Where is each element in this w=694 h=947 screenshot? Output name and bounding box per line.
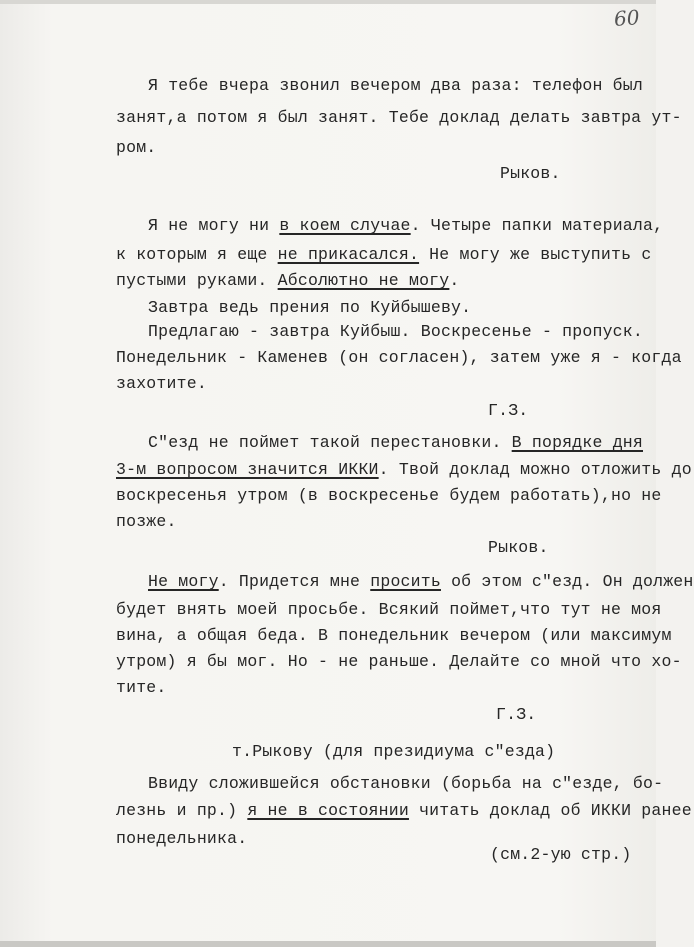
underlined-text: просить — [370, 572, 441, 591]
text-line — [116, 829, 247, 848]
underlined-text: Не могу — [148, 572, 219, 591]
text-span: Понедельник - Каменев (он согласен), затем уже я - когда — [116, 348, 682, 367]
text-line — [116, 600, 662, 619]
text-span: С"езд не поймет такой перестановки. — [148, 433, 512, 452]
text-span: . Твой доклад можно отложить до — [378, 460, 692, 479]
text-span: понедельника. — [116, 829, 248, 848]
text-line — [148, 76, 643, 95]
underlined-text: 3-м вопросом значится ИККИ — [116, 460, 379, 479]
underlined-text: я не в состоянии — [247, 801, 409, 820]
text-line — [116, 271, 459, 290]
text-span: пустыми руками. — [116, 271, 278, 290]
text-span: к которым я еще — [116, 245, 278, 264]
text-span: Я тебе вчера звонил вечером два раза: телефон был — [148, 76, 643, 95]
text-line — [116, 460, 692, 479]
text-span: Не могу же выступить с — [419, 245, 652, 264]
text-line — [116, 801, 692, 820]
text-span: . Придется мне — [218, 572, 371, 591]
text-span: Я не могу ни — [148, 216, 280, 235]
text-line — [116, 486, 662, 505]
text-line — [148, 774, 663, 793]
page-top-edge — [0, 0, 656, 4]
signature: Рыков. — [488, 538, 549, 557]
text-line — [116, 374, 207, 393]
text-span: об этом с"езд. Он должен — [440, 572, 694, 591]
text-line — [116, 108, 682, 127]
text-span: утром) я бы мог. Но - не раньше. Делайте со мной что хо- — [116, 652, 682, 671]
text-line — [116, 626, 672, 645]
text-span: читать доклад об ИККИ ранее — [408, 801, 692, 820]
continued-note: (см.2-ую стр.) — [490, 845, 632, 864]
text-line — [116, 512, 177, 531]
text-line — [148, 322, 643, 341]
text-line — [148, 433, 643, 452]
page-number: 60 — [613, 5, 641, 31]
text-span: Ввиду сложившейся обстановки (борьба на с"езде, бо- — [148, 774, 664, 793]
text-span: . — [449, 271, 460, 290]
text-span: занят,а потом я был занят. Тебе доклад делать завтра ут- — [116, 108, 682, 127]
text-span: лезнь и пр.) — [116, 801, 248, 820]
text-line — [116, 652, 682, 671]
text-span: Завтра ведь прения по Куйбышеву. — [148, 298, 472, 317]
text-span: воскресенья утром (в воскресенье будем работать),но не — [116, 486, 662, 505]
text-span: тите. — [116, 678, 167, 697]
text-span: . Четыре папки материала, — [410, 216, 664, 235]
text-line — [148, 572, 694, 591]
text-line — [116, 138, 156, 157]
text-line — [116, 678, 167, 697]
page-bottom-edge — [0, 941, 656, 947]
text-span: Предлагаю - завтра Куйбыш. Воскресенье - пропуск. — [148, 322, 643, 341]
text-span: вина, а общая беда. В понедельник вечером (или максимум — [116, 626, 672, 645]
signature: Рыков. — [500, 164, 561, 183]
text-span: позже. — [116, 512, 177, 531]
text-line — [116, 348, 682, 367]
text-line — [116, 245, 651, 264]
signature: Г.З. — [496, 705, 537, 724]
text-line — [148, 216, 663, 235]
underlined-text: не прикасался. — [277, 245, 420, 264]
underlined-text: Абсолютно не могу — [277, 271, 450, 290]
text-line — [148, 298, 471, 317]
signature: Г.З. — [488, 401, 529, 420]
heading: т.Рыкову (для президиума с"езда) — [232, 742, 556, 761]
text-span: ром. — [116, 138, 157, 157]
text-span: будет внять моей просьбе. Всякий поймет,что тут не моя — [116, 600, 662, 619]
underlined-text: В порядке дня — [511, 433, 643, 452]
text-span: захотите. — [116, 374, 207, 393]
underlined-text: в коем случае — [279, 216, 411, 235]
